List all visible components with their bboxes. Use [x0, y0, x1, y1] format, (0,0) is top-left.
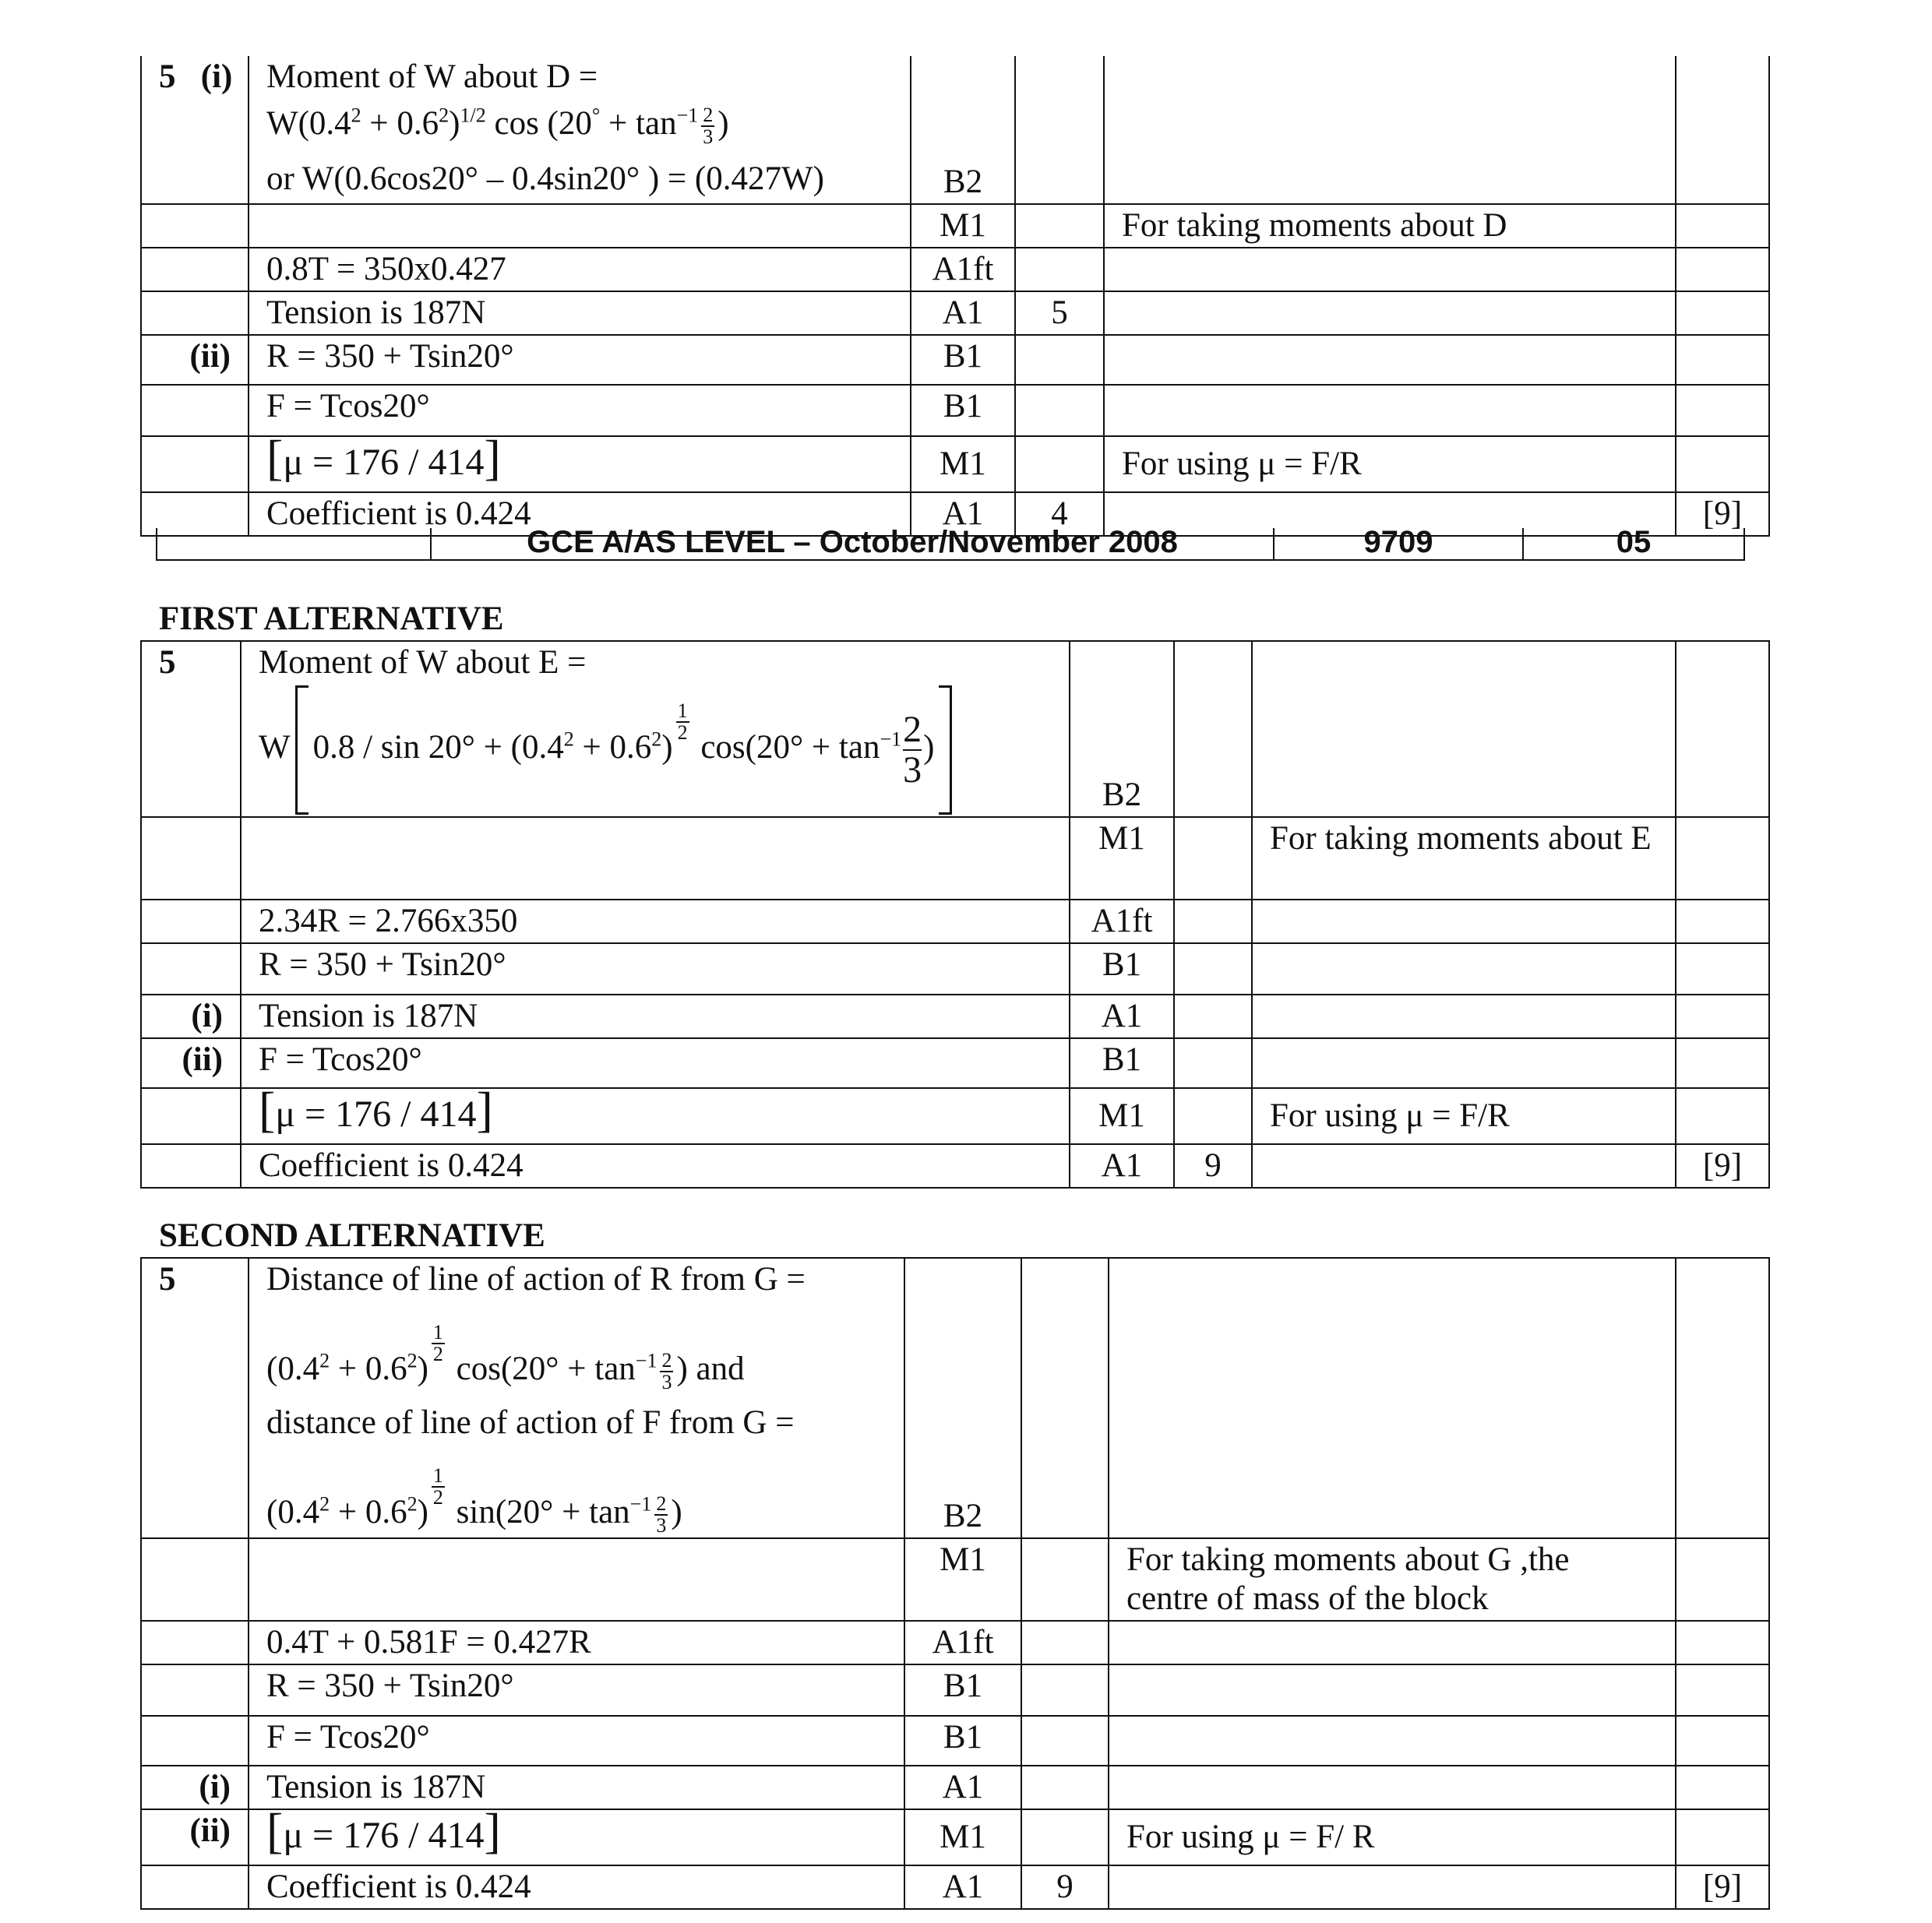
- table-row: [141, 995, 1769, 1038]
- guidance-note: For taking moments about G ,the centre of mass of the block: [1109, 1538, 1676, 1621]
- fraction: $\frac{2}{3}$: [656, 1492, 667, 1537]
- table-row: [141, 1144, 1769, 1188]
- table-row: [141, 385, 1769, 436]
- table-row: [141, 1038, 1769, 1088]
- fraction: $\frac{1}{2}$: [677, 699, 688, 744]
- part-label: (ii): [189, 338, 231, 375]
- table-row: [141, 1766, 1769, 1809]
- mark-cell: M1: [911, 204, 1015, 248]
- mark-cell: A1ft: [1070, 900, 1174, 943]
- paper-number: 05: [1522, 528, 1743, 559]
- question-total: [9]: [1676, 1144, 1769, 1188]
- part-total: 9: [1174, 1144, 1252, 1188]
- table-row: [141, 1621, 1769, 1664]
- table-row: [141, 335, 1769, 385]
- mark-cell: M1: [904, 1809, 1021, 1865]
- mark-cell: B1: [904, 1716, 1021, 1766]
- working-line: R = 350 + Tsin20°: [249, 1664, 904, 1716]
- part-label: (ii): [189, 1812, 231, 1850]
- working-line: Tension is 187N: [249, 1766, 904, 1809]
- working-line: Moment of W about E =: [259, 644, 587, 681]
- mark-cell: M1: [1070, 817, 1174, 900]
- guidance-note: For using μ = F/R: [1104, 436, 1676, 492]
- working-line: $W(0.4^2 + 0.6^2)^{1/2}$ $\cos (20^\circ + \tan^{-1}$ $\frac{2}{3}$ ): [266, 104, 729, 149]
- part-label: (i): [200, 58, 233, 95]
- question-total: [9]: [1676, 1865, 1769, 1909]
- page-header-strip: [156, 528, 1745, 561]
- question-total: [9]: [1676, 492, 1769, 536]
- fraction: $\frac{2}{3}$: [903, 709, 922, 791]
- table-row: [141, 1538, 1769, 1621]
- working-line: or W(0.6cos20° – 0.4sin20° ) = (0.427W): [266, 160, 824, 198]
- working-line: μ = 176 / 414: [283, 442, 485, 483]
- mark-cell: M1: [911, 436, 1015, 492]
- guidance-note: For using μ = F/ R: [1109, 1809, 1676, 1865]
- mark-cell: A1: [1070, 995, 1174, 1038]
- working-line: R = 350 + Tsin20°: [241, 943, 1070, 995]
- working-line: W $0.8 / \sin 20^\circ + (0.4^2 + 0.6^2)$ $\frac{1}{2}$ $\cos(20^\circ + \tan^{-1}$ $\frac{2}{3}$ ): [259, 685, 1052, 815]
- question-number: 5: [159, 58, 176, 95]
- mark-cell: B2: [911, 56, 1015, 204]
- first-alternative-table: [140, 640, 1770, 1189]
- table-row: [141, 56, 1769, 204]
- working-line: Coefficient is 0.424: [241, 1144, 1070, 1188]
- table-row: [141, 1865, 1769, 1909]
- working-line: $(0.4^2 + 0.6^2)$ $\frac{1}{2}$ $\sin(20^\circ + \tan^{-1}$ $\frac{2}{3}$ ): [266, 1464, 682, 1537]
- working-line: R = 350 + Tsin20°: [249, 335, 911, 385]
- mark-cell: A1: [904, 1865, 1021, 1909]
- table-row: [141, 943, 1769, 995]
- working-line: 0.8T = 350x0.427: [249, 248, 911, 291]
- table-row: [141, 817, 1769, 900]
- table-row: [141, 641, 1769, 817]
- part-label: (i): [191, 998, 223, 1034]
- fraction: $\frac{1}{2}$: [432, 1464, 443, 1509]
- part-label: (i): [199, 1769, 231, 1806]
- mark-cell: A1: [904, 1766, 1021, 1809]
- table-row: [μ = 176 / 414] M1 For using μ = F/R: [141, 436, 1769, 492]
- working-line: Coefficient is 0.424: [249, 1865, 904, 1909]
- mark-cell: A1: [911, 492, 1015, 536]
- table-row: [141, 248, 1769, 291]
- mark-cell: B1: [911, 385, 1015, 436]
- table-row: (ii) [μ = 176 / 414] M1 For using μ = F/ R: [141, 1809, 1769, 1865]
- part-total: 4: [1015, 492, 1104, 536]
- table-row: [141, 900, 1769, 943]
- fraction: $\frac{2}{3}$: [703, 104, 714, 149]
- working-line: F = Tcos20°: [249, 1716, 904, 1766]
- part-label: (ii): [182, 1041, 223, 1078]
- guidance-note: For taking moments about E: [1252, 817, 1676, 900]
- section-heading: SECOND ALTERNATIVE: [159, 1217, 545, 1254]
- working-line: μ = 176 / 414: [275, 1094, 477, 1135]
- table-row: [141, 1258, 1769, 1538]
- working-line: Distance of line of action of R from G =: [266, 1261, 806, 1298]
- mark-cell: A1: [1070, 1144, 1174, 1188]
- guidance-note: For using μ = F/R: [1252, 1088, 1676, 1144]
- mark-cell: A1: [911, 291, 1015, 335]
- mark-cell: A1ft: [911, 248, 1015, 291]
- mark-cell: M1: [1070, 1088, 1174, 1144]
- question-number: 5: [159, 644, 176, 681]
- mark-cell: B1: [911, 335, 1015, 385]
- table-row: [141, 1664, 1769, 1716]
- part-total: 9: [1021, 1865, 1109, 1909]
- syllabus-code: 9709: [1273, 528, 1522, 559]
- guidance-note: For taking moments about D: [1104, 204, 1676, 248]
- mark-cell: B2: [1070, 641, 1174, 817]
- question-number: 5: [159, 1261, 176, 1298]
- working-line: distance of line of action of F from G =: [266, 1404, 795, 1442]
- second-alternative-table: [140, 1257, 1770, 1910]
- working-line: Tension is 187N: [249, 291, 911, 335]
- mark-cell: M1: [904, 1538, 1021, 1621]
- working-line: Coefficient is 0.424: [249, 492, 911, 536]
- working-line: 0.4T + 0.581F = 0.427R: [249, 1621, 904, 1664]
- table-row: [μ = 176 / 414] M1 For using μ = F/R: [141, 1088, 1769, 1144]
- working-line: Tension is 187N: [241, 995, 1070, 1038]
- table-row: [141, 1716, 1769, 1766]
- mark-cell: A1ft: [904, 1621, 1021, 1664]
- working-line: μ = 176 / 414: [283, 1815, 485, 1857]
- main-markscheme-table: [140, 56, 1770, 537]
- mark-cell: B1: [904, 1664, 1021, 1716]
- mark-cell: B2: [904, 1258, 1021, 1538]
- working-line: Moment of W about D =: [266, 58, 598, 95]
- working-line: F = Tcos20°: [241, 1038, 1070, 1088]
- section-heading: FIRST ALTERNATIVE: [159, 600, 504, 637]
- exam-title: GCE A/AS LEVEL – October/November 2008: [430, 528, 1273, 559]
- working-line: F = Tcos20°: [249, 385, 911, 436]
- part-total: 5: [1015, 291, 1104, 335]
- working-line: 2.34R = 2.766x350: [241, 900, 1070, 943]
- working-line: $(0.4^2 + 0.6^2)$ $\frac{1}{2}$ $\cos(20^\circ + \tan^{-1}$ $\frac{2}{3}$ ) and: [266, 1321, 745, 1394]
- fraction: $\frac{1}{2}$: [432, 1321, 443, 1365]
- fraction: $\frac{2}{3}$: [661, 1349, 672, 1394]
- mark-cell: B1: [1070, 1038, 1174, 1088]
- table-row: [141, 291, 1769, 335]
- mark-cell: B1: [1070, 943, 1174, 995]
- table-row: [141, 204, 1769, 248]
